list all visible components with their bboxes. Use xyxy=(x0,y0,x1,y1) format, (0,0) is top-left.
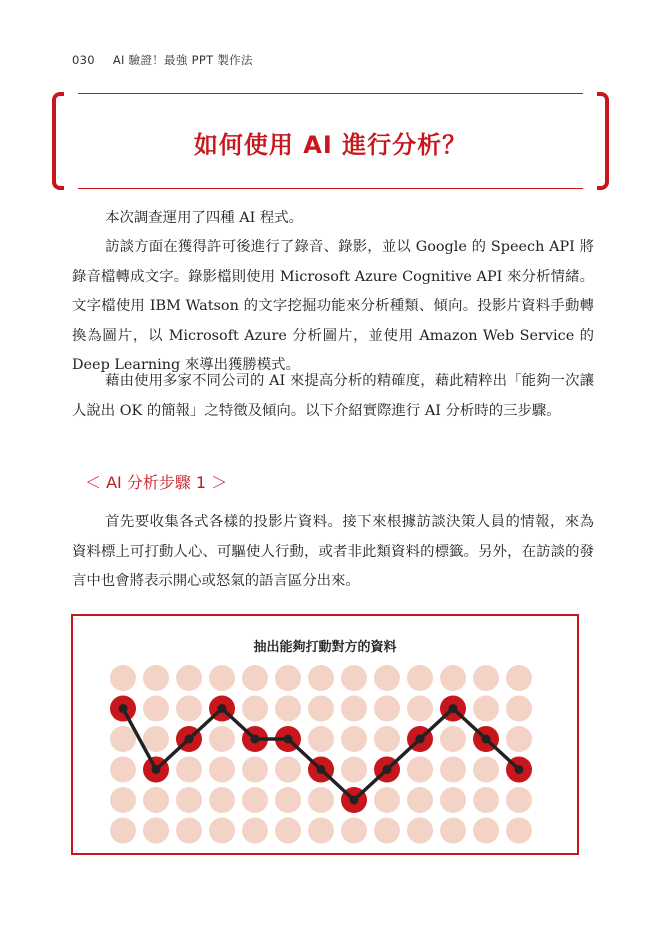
grid-dot xyxy=(176,818,202,844)
line-node xyxy=(152,765,161,774)
line-node xyxy=(449,704,458,713)
grid-dot xyxy=(209,726,235,752)
line-node xyxy=(317,765,326,774)
grid-dot xyxy=(473,757,499,783)
line-node xyxy=(284,735,293,744)
grid-dot xyxy=(374,818,400,844)
grid-dot xyxy=(341,726,367,752)
grid-dot xyxy=(473,787,499,813)
grid-dot xyxy=(407,787,433,813)
grid-dot xyxy=(242,818,268,844)
connector-line xyxy=(123,709,519,801)
figure-box xyxy=(71,614,579,855)
grid-dot xyxy=(473,665,499,691)
grid-dot xyxy=(407,696,433,722)
grid-dot xyxy=(440,726,466,752)
running-header xyxy=(72,52,253,68)
title-bottom-rule xyxy=(78,188,583,189)
grid-dot xyxy=(506,818,532,844)
grid-dot xyxy=(275,757,301,783)
title-frame xyxy=(52,92,609,190)
grid-dot xyxy=(275,696,301,722)
line-node xyxy=(350,796,359,805)
grid-dot xyxy=(242,757,268,783)
grid-dot xyxy=(176,757,202,783)
grid-dot xyxy=(209,818,235,844)
grid-dot xyxy=(275,787,301,813)
grid-dot xyxy=(275,665,301,691)
grid-dot xyxy=(110,757,136,783)
grid-dot xyxy=(506,665,532,691)
grid-dot xyxy=(110,787,136,813)
grid-dot xyxy=(110,726,136,752)
grid-dot xyxy=(506,696,532,722)
page-number: 030 xyxy=(72,53,95,67)
line-node xyxy=(383,765,392,774)
grid-dot xyxy=(176,787,202,813)
grid-dot xyxy=(143,665,169,691)
line-node xyxy=(218,704,227,713)
figure-title: 抽出能夠打動對方的資料 xyxy=(253,640,397,655)
grid-dot xyxy=(506,787,532,813)
grid-dot xyxy=(209,665,235,691)
section-heading: ＜ AI 分析步驟 1 ＞ xyxy=(85,473,228,492)
grid-dot xyxy=(440,818,466,844)
grid-dot xyxy=(473,696,499,722)
grid-dot xyxy=(110,818,136,844)
grid-dot xyxy=(341,818,367,844)
grid-dot xyxy=(407,818,433,844)
grid-dot xyxy=(308,665,334,691)
paragraph-tools: 訪談方面在獲得許可後進行了錄音、錄影，並以 Google 的 Speech API 將錄音檔轉成文字。錄影檔則使用 Microsoft Azure Cognitive API 來分析情緒。文字檔使用 IBM Watson 的文字挖掘功能來分析種類、傾向。投影片資料手動轉換為圖片，以 Microsoft Azure 分析圖片，並使用 Amazon Web Service 的 Deep Learning 來導出獲勝模式。 xyxy=(72,239,594,373)
section-paragraph: 首先要收集各式各樣的投影片資料。接下來根據訪談決策人員的情報，來為資料標上可打動人心、可驅使人行動，或者非此類資料的標籤。另外，在訪談的發言中也會將表示開心或怒氣的語言區分出來。 xyxy=(72,514,594,589)
title-top-rule xyxy=(78,93,583,94)
grid-dot xyxy=(440,757,466,783)
grid-dot xyxy=(374,726,400,752)
grid-dot xyxy=(407,757,433,783)
grid-dot xyxy=(275,818,301,844)
grid-dot xyxy=(506,726,532,752)
line-node xyxy=(251,735,260,744)
page-title: 如何使用 AI 進行分析？ xyxy=(193,131,468,159)
grid-dot xyxy=(407,665,433,691)
grid-dot xyxy=(473,818,499,844)
paragraph-purpose: 藉由使用多家不同公司的 AI 來提高分析的精確度，藉此精粹出「能夠一次讓人說出 OK 的簡報」之特徵及傾向。以下介紹實際進行 AI 分析時的三步驟。 xyxy=(72,373,594,419)
grid-dot xyxy=(374,665,400,691)
grid-dot xyxy=(143,726,169,752)
grid-dot xyxy=(308,818,334,844)
line-node xyxy=(119,704,128,713)
grid-dot xyxy=(308,696,334,722)
dot-grid-diagram xyxy=(73,616,577,853)
grid-dot xyxy=(209,787,235,813)
grid-dot xyxy=(143,696,169,722)
grid-dot xyxy=(242,665,268,691)
grid-dot xyxy=(341,696,367,722)
line-node xyxy=(515,765,524,774)
paragraph-intro: 本次調查運用了四種 AI 程式。 xyxy=(105,210,304,226)
grid-dot xyxy=(341,665,367,691)
line-node xyxy=(416,735,425,744)
line-node xyxy=(482,735,491,744)
grid-dot xyxy=(308,726,334,752)
grid-dot xyxy=(308,787,334,813)
grid-dot xyxy=(143,818,169,844)
grid-dot xyxy=(341,757,367,783)
line-node xyxy=(185,735,194,744)
grid-dot xyxy=(440,787,466,813)
book-title: AI 驗證！最強 PPT 製作法 xyxy=(112,53,253,67)
grid-dot xyxy=(110,665,136,691)
grid-dot xyxy=(242,787,268,813)
grid-dot xyxy=(176,696,202,722)
grid-dot xyxy=(374,787,400,813)
grid-dot xyxy=(143,787,169,813)
grid-dot xyxy=(209,757,235,783)
grid-dot xyxy=(374,696,400,722)
grid-dot xyxy=(242,696,268,722)
grid-dot xyxy=(440,665,466,691)
grid-dot xyxy=(176,665,202,691)
